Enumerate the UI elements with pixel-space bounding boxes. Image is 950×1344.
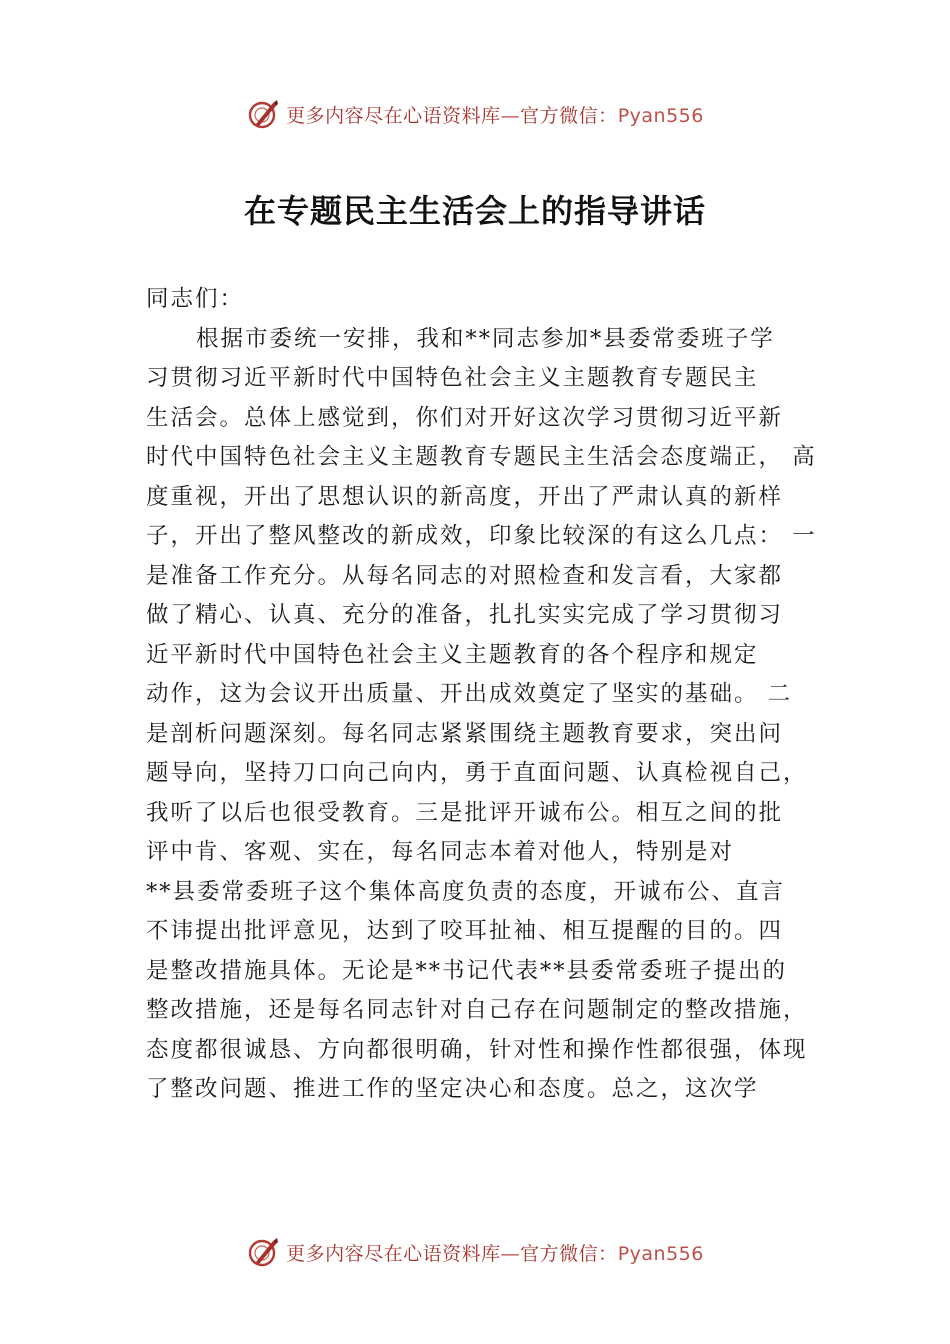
document-body bbox=[146, 280, 832, 1110]
banner-label: 官方微信： bbox=[520, 104, 618, 127]
paragraph-line: 态度都很诚恳、方向都很明确，针对性和操作性都很强，体现 bbox=[146, 1036, 808, 1063]
banner-handle: Pyan556 bbox=[617, 1242, 704, 1265]
banner-main-text: 更多内容尽在心语资料库 bbox=[286, 104, 501, 127]
document-title: 在专题民主生活会上的指导讲话 bbox=[243, 192, 706, 230]
paragraph-line: 了整改问题、推进工作的坚定决心和态度。总之，这次学 bbox=[146, 1076, 759, 1102]
paragraph-line: 评中肯、客观、实在，每名同志本着对他人，特别是对 bbox=[146, 839, 735, 865]
paragraph-line: 近平新时代中国特色社会主义主题教育的各个程序和规定 bbox=[146, 641, 759, 668]
pen-seal-logo-icon bbox=[246, 97, 280, 131]
header-banner bbox=[0, 94, 950, 134]
paragraph-line: 做了精心、认真、充分的准备，扎扎实实完成了学习贯彻习 bbox=[146, 602, 784, 628]
paragraph-line: 时代中国特色社会主义主题教育专题民主生活会态度端正， 高 bbox=[146, 444, 817, 470]
paragraph-line: 根据市委统一安排，我和**同志参加*县委常委班子学 bbox=[196, 325, 775, 352]
paragraph-line: 是剖析问题深刻。每名同志紧紧围绕主题教育要求，突出问 bbox=[146, 720, 784, 747]
banner-dash: — bbox=[500, 104, 521, 127]
banner-text bbox=[286, 101, 704, 128]
paragraph-line: 不讳提出批评意见，达到了咬耳扯袖、相互提醒的目的。四 bbox=[146, 918, 784, 944]
paragraph-line: 生活会。总体上感觉到，你们对开好这次学习贯彻习近平新 bbox=[146, 404, 784, 431]
paragraph-line: 习贯彻习近平新时代中国特色社会主义主题教育专题民主 bbox=[146, 365, 759, 391]
paragraph-line: **县委常委班子这个集体高度负责的态度，开诚布公、直言 bbox=[146, 878, 786, 905]
banner-text bbox=[286, 1239, 704, 1266]
paragraph-line: 我听了以后也很受教育。三是批评开诚布公。相互之间的批 bbox=[146, 799, 784, 826]
footer-banner bbox=[0, 1232, 950, 1272]
paragraph-line: 子，开出了整风整改的新成效，印象比较深的有这么几点： 一 bbox=[146, 523, 817, 549]
paragraph-line: 是准备工作充分。从每名同志的对照检查和发言看，大家都 bbox=[146, 562, 784, 589]
banner-dash: — bbox=[500, 1242, 521, 1265]
pen-seal-logo-icon bbox=[246, 1235, 280, 1269]
paragraph-line: 整改措施，还是每名同志针对自己存在问题制定的整改措施， bbox=[146, 997, 808, 1023]
salutation: 同志们： bbox=[146, 286, 245, 312]
banner-label: 官方微信： bbox=[520, 1242, 618, 1265]
paragraph-line: 是整改措施具体。无论是**书记代表**县委常委班子提出的 bbox=[146, 957, 788, 984]
paragraph-line: 动作，这为会议开出质量、开出成效奠定了坚实的基础。 二 bbox=[146, 681, 793, 707]
banner-handle: Pyan556 bbox=[617, 104, 704, 127]
paragraph-line: 度重视，开出了思想认识的新高度，开出了严肃认真的新样 bbox=[146, 483, 784, 510]
banner-main-text: 更多内容尽在心语资料库 bbox=[286, 1242, 501, 1265]
paragraph-line: 题导向，坚持刀口向己向内，勇于直面问题、认真检视自己， bbox=[146, 760, 808, 786]
